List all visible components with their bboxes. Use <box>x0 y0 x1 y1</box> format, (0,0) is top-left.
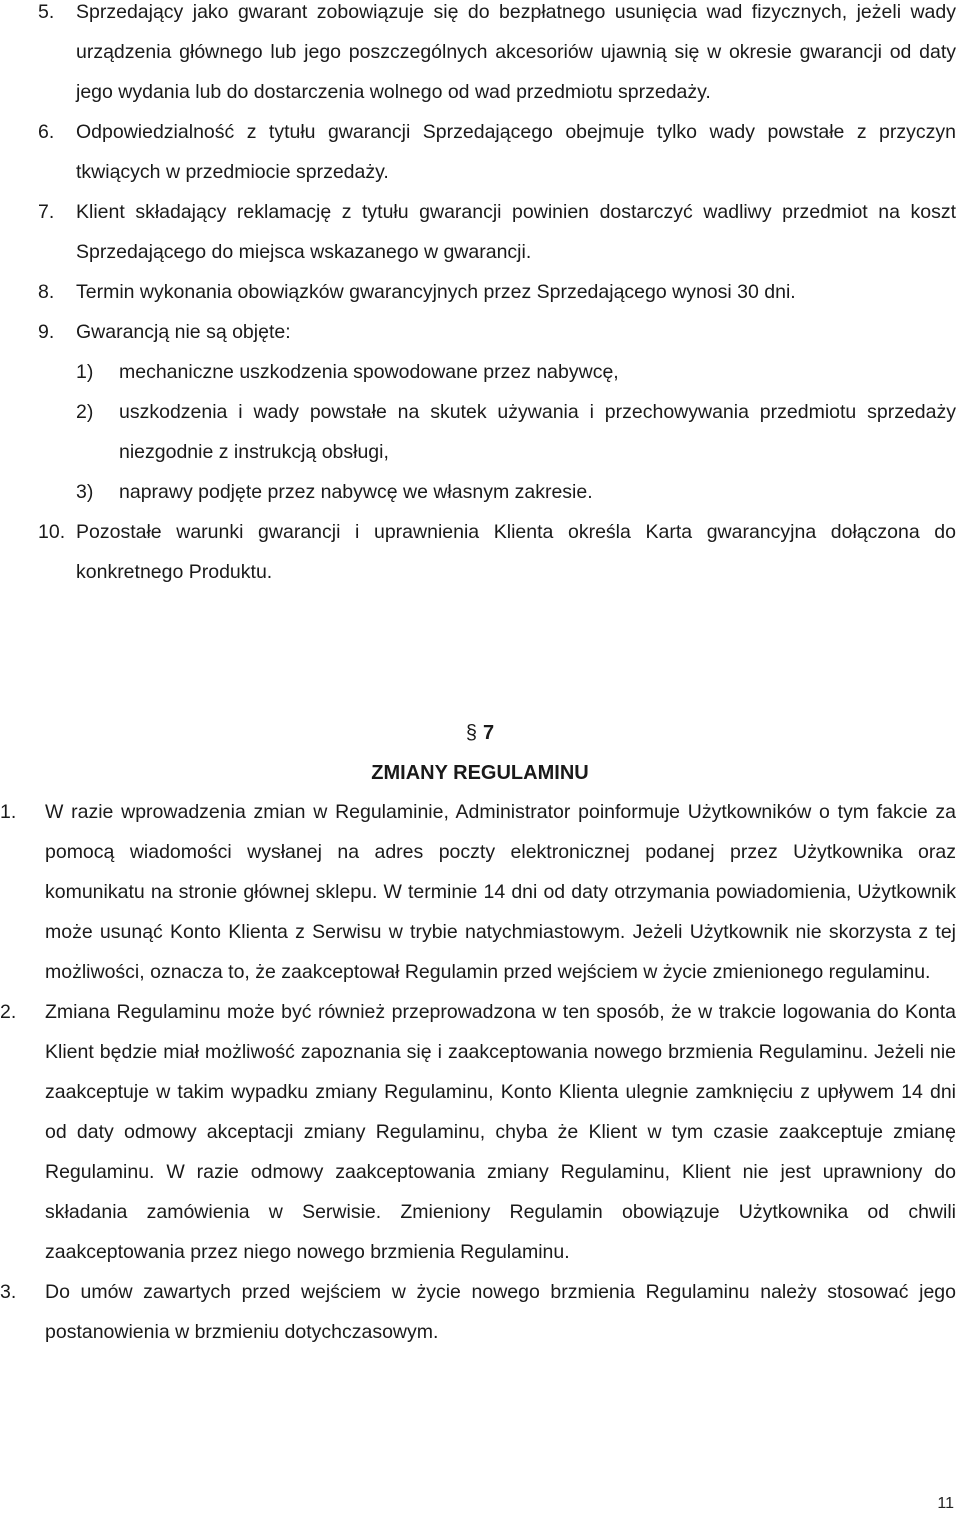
item-number: 7. <box>38 201 55 223</box>
sub-list-item <box>76 352 956 392</box>
item-number: 2. <box>0 1001 17 1023</box>
page-number: 11 <box>937 1495 954 1512</box>
list-item <box>0 992 956 1272</box>
item-text: Termin wykonania obowiązków gwarancyjnych przez Sprzedającego wynosi 30 dni. <box>76 281 796 303</box>
list-item <box>38 0 956 112</box>
exclusions-list <box>76 352 956 512</box>
item-text: Do umów zawartych przed wejściem w życie nowego brzmienia Regulaminu należy stosować jego postanowienia w brzmieniu dotychczasowym. <box>45 1281 956 1343</box>
item-text: Pozostałe warunki gwarancji i uprawnienia Klienta określa Karta gwarancyjna dołączona do konkretnego Produktu. <box>76 521 956 583</box>
list-item <box>38 312 956 512</box>
sub-item-text: naprawy podjęte przez nabywcę we własnym zakresie. <box>119 481 593 503</box>
sub-item-text: mechaniczne uszkodzenia spowodowane przez nabywcę, <box>119 361 619 383</box>
list-item <box>38 512 956 592</box>
item-number: 1. <box>0 801 17 823</box>
section-title: ZMIANY REGULAMINU <box>371 762 589 784</box>
list-item <box>38 112 956 192</box>
list-item <box>38 192 956 272</box>
sub-item-number: 2) <box>76 401 94 423</box>
list-item <box>38 272 956 312</box>
paragraph-sign: § <box>465 722 477 744</box>
sub-item-number: 1) <box>76 361 94 383</box>
item-number: 9. <box>38 321 55 343</box>
item-number: 3. <box>0 1281 17 1303</box>
warranty-list <box>38 0 956 592</box>
item-text: Gwarancją nie są objęte: <box>76 321 291 343</box>
item-text: Sprzedający jako gwarant zobowiązuje się do bezpłatnego usunięcia wad fizycznych, jeżeli wady urządzenia głównego lub jego poszczególnych akcesoriów ujawnią się w okresie gwarancji od daty jego wydania lub do dostarczenia wolnego od wad przedmiotu sprzedaży. <box>76 1 956 103</box>
list-item <box>0 1272 956 1352</box>
item-number: 10. <box>38 521 66 543</box>
section-number-value: 7 <box>483 722 495 744</box>
section-number <box>0 713 960 753</box>
item-text: W razie wprowadzenia zmian w Regulaminie, Administrator poinformuje Użytkowników o tym fakcie za pomocą wiadomości wysłanej na adres poczty elektronicznej podanej przez Użytkownika oraz komunikatu na stronie głównej sklepu. W terminie 14 dni od daty otrzymania powiadomienia, Użytkownik może usunąć Konto Klienta z Serwisu w trybie natychmiastowym. Jeżeli Użytkownik nie skorzysta z tej możliwości, oznacza to, że zaakceptował Regulamin przed wejściem w życie zmienionego regulaminu. <box>45 801 956 983</box>
sub-item-text: uszkodzenia i wady powstałe na skutek używania i przechowywania przedmiotu sprzedaży niezgodnie z instrukcją obsługi, <box>119 401 956 463</box>
item-text: Odpowiedzialność z tytułu gwarancji Sprzedającego obejmuje tylko wady powstałe z przyczyn tkwiących w przedmiocie sprzedaży. <box>76 121 956 183</box>
changes-list <box>0 792 956 1352</box>
item-number: 6. <box>38 121 55 143</box>
sub-list-item <box>76 392 956 472</box>
item-number: 5. <box>38 1 55 23</box>
item-text: Zmiana Regulaminu może być również przeprowadzona w ten sposób, że w trakcie logowania do Konta Klient będzie miał możliwość zapoznania się i zaakceptowania nowego brzmienia Regulaminu. Jeżeli nie zaakceptuje w takim wypadku zmiany Regulaminu, Konto Klienta ulegnie zamknięciu z upływem 14 dni od daty odmowy akceptacji zmiany Regulaminu, chyba że Klient w tym czasie zaakceptuje zmianę Regulaminu. W razie odmowy zaakceptowania zmiany Regulaminu, Klient nie jest uprawniony do składania zamówienia w Serwisie. Zmieniony Regulamin obowiązuje Użytkownika od chwili zaakceptowania przez niego nowego brzmienia Regulaminu. <box>45 1001 956 1263</box>
sub-item-number: 3) <box>76 481 94 503</box>
list-item <box>0 792 956 992</box>
item-text: Klient składający reklamację z tytułu gwarancji powinien dostarczyć wadliwy przedmiot na koszt Sprzedającego do miejsca wskazanego w gwarancji. <box>76 201 956 263</box>
sub-list-item <box>76 472 956 512</box>
item-number: 8. <box>38 281 55 303</box>
